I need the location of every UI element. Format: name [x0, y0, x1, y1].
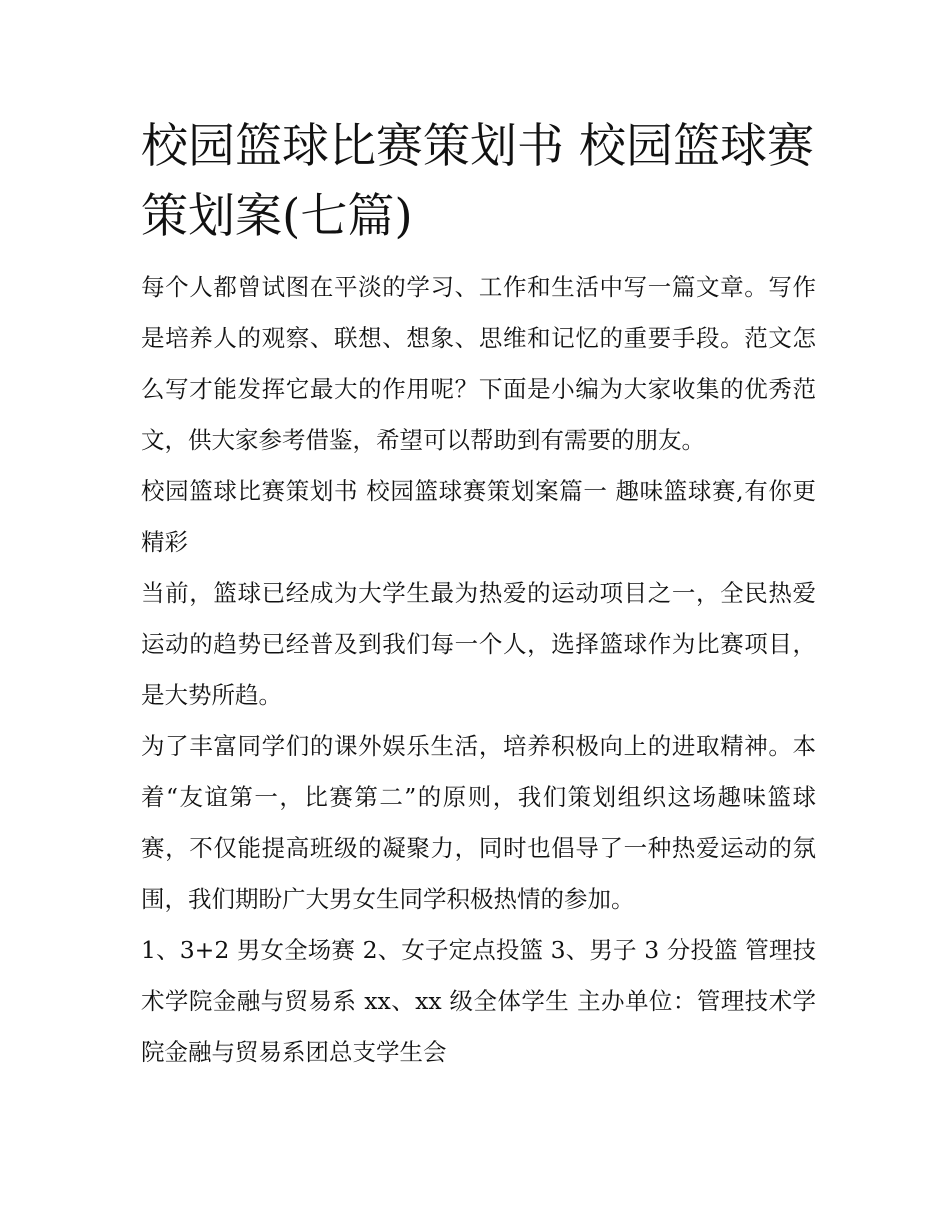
paragraph-purpose: 为了丰富同学们的课外娱乐生活，培养积极向上的进取精神。本着“友谊第一，比赛第二”的原则，我们策划组织这场趣味篮球赛，不仅能提高班级的凝聚力，同时也倡导了一种热爱运动的氛围，我们期盼广大男女生同学积极热情的参加。: [141, 732, 816, 913]
paragraph-background: 当前，篮球已经成为大学生最为热爱的运动项目之一，全民热爱运动的趋势已经普及到我们每一个人，选择篮球作为比赛项目，是大势所趋。: [141, 579, 816, 709]
document-body: [141, 262, 816, 1078]
paragraph-events-organizer: 1、3+2 男女全场赛 2、女子定点投篮 3、男子 3 分投篮 管理技术学院金融与贸易系 xx、xx 级全体学生 主办单位：管理技术学院金融与贸易系团总支学生会: [141, 936, 816, 1066]
paragraph-intro: 每个人都曾试图在平淡的学习、工作和生活中写一篇文章。写作是培养人的观察、联想、想象、思维和记忆的重要手段。范文怎么写才能发挥它最大的作用呢？下面是小编为大家收集的优秀范文，供大家参考借鉴，希望可以帮助到有需要的朋友。: [141, 273, 816, 454]
document-page: [141, 112, 816, 1078]
paragraph-section-heading: 校园篮球比赛策划书 校园篮球赛策划案篇一 趣味篮球赛,有你更精彩: [141, 477, 816, 556]
document-title: 校园篮球比赛策划书 校园篮球赛策划案(七篇): [141, 119, 814, 244]
